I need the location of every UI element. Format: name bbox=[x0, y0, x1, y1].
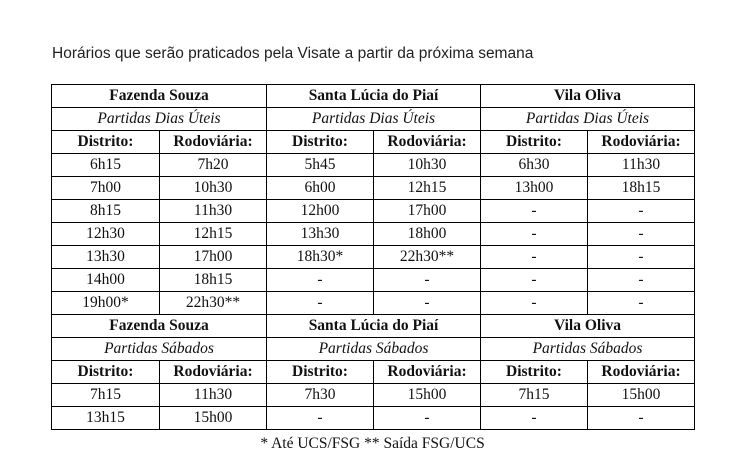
time-cell: 7h15 bbox=[481, 384, 588, 407]
time-cell: 18h15 bbox=[160, 269, 267, 292]
column-header-rodoviaria: Rodoviária: bbox=[160, 361, 267, 384]
time-cell: 12h15 bbox=[160, 223, 267, 246]
departures-subtitle: Partidas Dias Úteis bbox=[52, 108, 267, 131]
time-cell: 6h00 bbox=[267, 177, 374, 200]
time-cell: 12h15 bbox=[374, 177, 481, 200]
time-cell: - bbox=[481, 200, 588, 223]
time-cell: 12h30 bbox=[52, 223, 160, 246]
saturday-column-header-row bbox=[52, 361, 695, 384]
time-cell: 8h15 bbox=[52, 200, 160, 223]
time-cell: 17h00 bbox=[160, 246, 267, 269]
time-cell: 22h30** bbox=[160, 292, 267, 315]
time-cell: 7h00 bbox=[52, 177, 160, 200]
column-header-rodoviaria: Rodoviária: bbox=[588, 131, 695, 154]
footnote: * Até UCS/FSG ** Saída FSG/UCS bbox=[260, 435, 485, 452]
time-cell: 22h30** bbox=[374, 246, 481, 269]
column-header-distrito: Distrito: bbox=[267, 131, 374, 154]
time-cell: 18h30* bbox=[267, 246, 374, 269]
time-cell: - bbox=[481, 269, 588, 292]
place-header: Fazenda Souza bbox=[52, 315, 267, 338]
time-cell: - bbox=[588, 200, 695, 223]
time-cell: - bbox=[267, 407, 374, 430]
time-cell: 15h00 bbox=[374, 384, 481, 407]
table-row bbox=[52, 384, 695, 407]
time-cell: 13h15 bbox=[52, 407, 160, 430]
table-row bbox=[52, 246, 695, 269]
table-row bbox=[52, 200, 695, 223]
table-row bbox=[52, 407, 695, 430]
departures-subtitle: Partidas Sábados bbox=[481, 338, 695, 361]
time-cell: 7h20 bbox=[160, 154, 267, 177]
place-header: Fazenda Souza bbox=[52, 85, 267, 108]
table-row bbox=[52, 177, 695, 200]
time-cell: 7h30 bbox=[267, 384, 374, 407]
schedule-table bbox=[51, 84, 695, 430]
time-cell: - bbox=[481, 407, 588, 430]
column-header-rodoviaria: Rodoviária: bbox=[160, 131, 267, 154]
time-cell: - bbox=[374, 407, 481, 430]
time-cell: 13h00 bbox=[481, 177, 588, 200]
time-cell: 15h00 bbox=[160, 407, 267, 430]
time-cell: 5h45 bbox=[267, 154, 374, 177]
weekday-column-header-row bbox=[52, 131, 695, 154]
table-row bbox=[52, 292, 695, 315]
time-cell: - bbox=[374, 269, 481, 292]
table-row bbox=[52, 223, 695, 246]
column-header-distrito: Distrito: bbox=[481, 361, 588, 384]
time-cell: 18h00 bbox=[374, 223, 481, 246]
place-header: Santa Lúcia do Piaí bbox=[267, 85, 481, 108]
time-cell: - bbox=[588, 407, 695, 430]
time-cell: 10h30 bbox=[160, 177, 267, 200]
place-header: Vila Oliva bbox=[481, 315, 695, 338]
time-cell: 6h30 bbox=[481, 154, 588, 177]
time-cell: - bbox=[588, 292, 695, 315]
saturday-place-row bbox=[52, 315, 695, 338]
column-header-distrito: Distrito: bbox=[481, 131, 588, 154]
column-header-distrito: Distrito: bbox=[267, 361, 374, 384]
column-header-rodoviaria: Rodoviária: bbox=[374, 361, 481, 384]
time-cell: 13h30 bbox=[52, 246, 160, 269]
table-row bbox=[52, 154, 695, 177]
departures-subtitle: Partidas Dias Úteis bbox=[267, 108, 481, 131]
saturday-subtitle-row bbox=[52, 338, 695, 361]
place-header: Vila Oliva bbox=[481, 85, 695, 108]
column-header-rodoviaria: Rodoviária: bbox=[588, 361, 695, 384]
time-cell: 7h15 bbox=[52, 384, 160, 407]
place-header: Santa Lúcia do Piaí bbox=[267, 315, 481, 338]
time-cell: - bbox=[481, 292, 588, 315]
time-cell: - bbox=[481, 223, 588, 246]
departures-subtitle: Partidas Sábados bbox=[52, 338, 267, 361]
page-intro: Horários que serão praticados pela Visate a partir da próxima semana bbox=[52, 45, 534, 62]
time-cell: 15h00 bbox=[588, 384, 695, 407]
time-cell: 12h00 bbox=[267, 200, 374, 223]
column-header-distrito: Distrito: bbox=[52, 131, 160, 154]
departures-subtitle: Partidas Dias Úteis bbox=[481, 108, 695, 131]
weekday-place-row bbox=[52, 85, 695, 108]
time-cell: - bbox=[267, 292, 374, 315]
time-cell: - bbox=[588, 223, 695, 246]
time-cell: 10h30 bbox=[374, 154, 481, 177]
time-cell: - bbox=[588, 246, 695, 269]
time-cell: 11h30 bbox=[160, 384, 267, 407]
time-cell: 14h00 bbox=[52, 269, 160, 292]
time-cell: 6h15 bbox=[52, 154, 160, 177]
weekday-subtitle-row bbox=[52, 108, 695, 131]
table-row bbox=[52, 269, 695, 292]
time-cell: - bbox=[481, 246, 588, 269]
time-cell: 11h30 bbox=[588, 154, 695, 177]
time-cell: 18h15 bbox=[588, 177, 695, 200]
departures-subtitle: Partidas Sábados bbox=[267, 338, 481, 361]
time-cell: - bbox=[588, 269, 695, 292]
time-cell: 19h00* bbox=[52, 292, 160, 315]
time-cell: 17h00 bbox=[374, 200, 481, 223]
time-cell: - bbox=[267, 269, 374, 292]
time-cell: 13h30 bbox=[267, 223, 374, 246]
time-cell: - bbox=[374, 292, 481, 315]
time-cell: 11h30 bbox=[160, 200, 267, 223]
column-header-distrito: Distrito: bbox=[52, 361, 160, 384]
column-header-rodoviaria: Rodoviária: bbox=[374, 131, 481, 154]
